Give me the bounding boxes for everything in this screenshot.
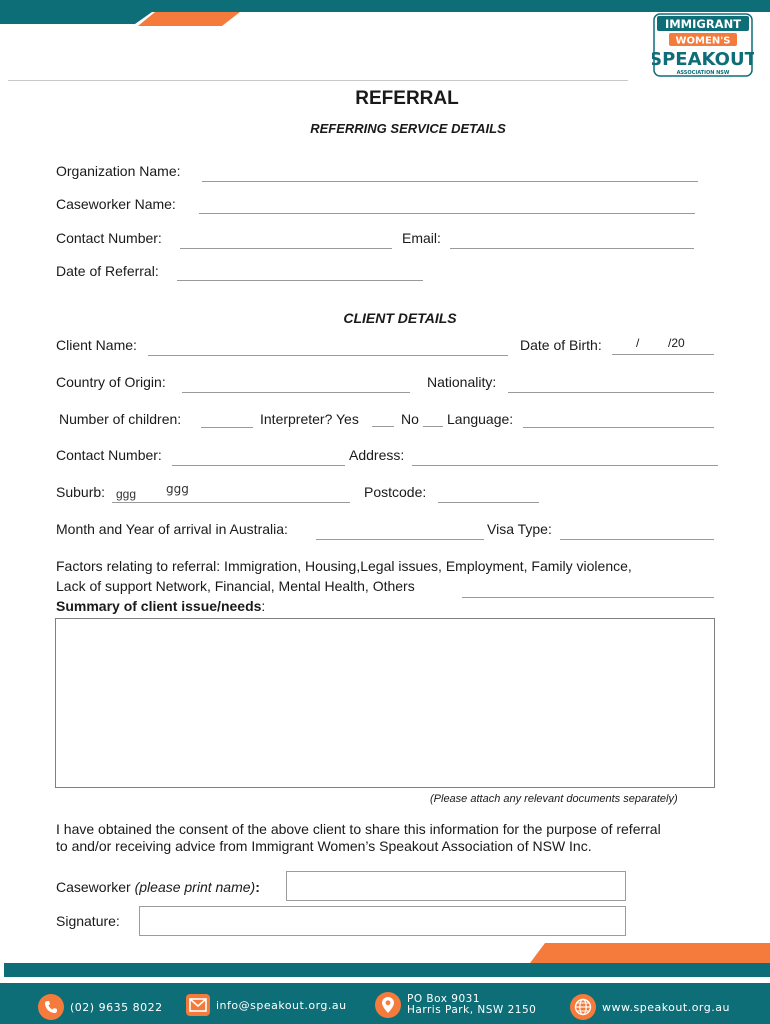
footer-address-line1: PO Box 9031 — [407, 993, 481, 1005]
location-pin-icon — [375, 992, 401, 1018]
logo-line2: WOMEN'S — [675, 35, 731, 47]
dob-line — [612, 354, 714, 355]
suburb-input[interactable] — [112, 486, 350, 503]
footer-email[interactable] — [186, 994, 347, 1016]
footer-email-text: info@speakout.org.au — [216, 998, 347, 1012]
arrival-label: Month and Year of arrival in Australia: — [56, 521, 288, 537]
caseworker-name-label: Caseworker Name: — [56, 196, 176, 212]
phone-icon — [38, 994, 64, 1020]
footer-website-text: www.speakout.org.au — [602, 1000, 730, 1014]
caseworker-print-label — [56, 879, 260, 895]
language-label: Language: — [447, 411, 514, 427]
caseworker-hint: (please print name) — [134, 879, 256, 895]
country-label: Country of Origin: — [56, 374, 166, 390]
summary-label: Summary of client issue/needs — [56, 598, 262, 614]
country-input[interactable] — [182, 376, 410, 393]
logo-line3: SPEAKOUT — [652, 49, 754, 70]
mail-icon — [186, 994, 210, 1016]
dob-slash: / — [636, 336, 640, 350]
signature-input[interactable] — [139, 906, 626, 936]
attach-note: (Please attach any relevant documents separately) — [430, 793, 678, 805]
email-input[interactable] — [450, 232, 694, 249]
summary-textarea[interactable] — [55, 618, 715, 788]
footer-address — [375, 992, 536, 1018]
postcode-label: Postcode: — [364, 484, 427, 500]
address-label: Address: — [349, 447, 405, 463]
footer-website[interactable] — [570, 994, 730, 1020]
suburb-value: ggg — [166, 482, 189, 496]
nationality-label: Nationality: — [427, 374, 497, 390]
referral-date-label: Date of Referral: — [56, 263, 159, 279]
logo-line1: IMMIGRANT — [664, 17, 742, 31]
suburb-label: Suburb: — [56, 484, 106, 500]
dob-input[interactable] — [612, 338, 722, 354]
org-name-input[interactable] — [202, 165, 698, 182]
caseworker-word: Caseworker — [56, 879, 131, 895]
address-input[interactable] — [412, 449, 718, 466]
referrer-contact-label: Contact Number: — [56, 230, 162, 246]
org-label: Organization Name: — [56, 163, 181, 179]
caseworker-name-input[interactable] — [199, 197, 695, 214]
interpreter-no-input[interactable] — [423, 410, 443, 427]
dob-year: /20 — [668, 336, 685, 350]
summary-label-wrap — [56, 598, 265, 614]
caseworker-colon: : — [255, 879, 260, 895]
referring-heading: REFERRING SERVICE DETAILS — [310, 121, 506, 136]
language-input[interactable] — [523, 411, 714, 428]
summary-colon: : — [261, 598, 266, 614]
signature-label: Signature: — [56, 913, 120, 929]
arrival-input[interactable] — [316, 523, 484, 540]
consent-line1: I have obtained the consent of the above client to share this information for the purpose of referral — [56, 821, 661, 837]
logo — [652, 12, 754, 78]
interpreter-no-label: No — [401, 411, 419, 427]
logo-graphic — [652, 12, 754, 78]
page-title: REFERRAL — [355, 88, 459, 109]
factors-text-line2: Lack of support Network, Financial, Mental Health, Others — [56, 578, 415, 594]
children-input[interactable] — [201, 411, 253, 428]
consent-line2: to and/or receiving advice from Immigrant Women’s Speakout Association of NSW Inc. — [56, 838, 592, 854]
children-label: Number of children: — [59, 411, 182, 427]
client-heading: CLIENT DETAILS — [343, 310, 457, 326]
interpreter-yes-input[interactable] — [372, 410, 394, 427]
footer-address-line2: Harris Park, NSW 2150 — [407, 1004, 537, 1016]
interpreter-label: Interpreter? Yes — [260, 411, 359, 427]
globe-icon — [570, 994, 596, 1020]
visa-label: Visa Type: — [487, 521, 552, 537]
referral-date-input[interactable] — [177, 264, 423, 281]
client-contact-input[interactable] — [172, 449, 345, 466]
client-contact-label: Contact Number: — [56, 447, 162, 463]
factors-text-line1: Factors relating to referral: Immigration, Housing,Legal issues, Employment, Family violence, — [56, 558, 632, 574]
email-label: Email: — [402, 230, 441, 246]
client-name-input[interactable] — [148, 339, 508, 356]
client-name-label: Client Name: — [56, 337, 137, 353]
footer-phone-text: (02) 9635 8022 — [70, 1000, 163, 1014]
dob-label: Date of Birth: — [520, 337, 602, 353]
others-input[interactable] — [462, 581, 714, 598]
footer-address-text — [407, 994, 536, 1016]
caseworker-print-input[interactable] — [286, 871, 626, 901]
logo-line4: ASSOCIATION NSW — [676, 70, 730, 76]
footer-phone[interactable] — [38, 994, 163, 1020]
postcode-input[interactable] — [438, 486, 539, 503]
referrer-contact-input[interactable] — [180, 232, 392, 249]
visa-input[interactable] — [560, 523, 714, 540]
nationality-input[interactable] — [508, 376, 714, 393]
